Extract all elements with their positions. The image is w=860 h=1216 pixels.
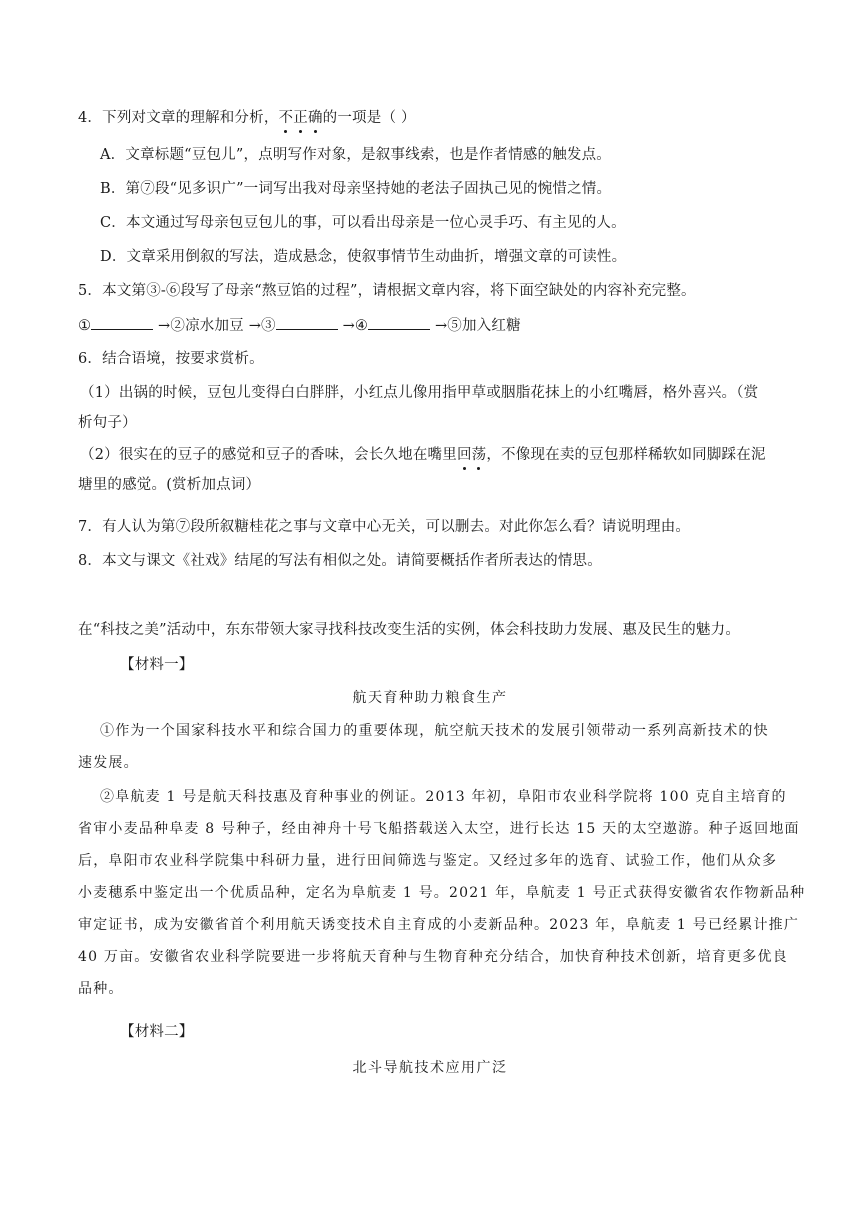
option-c: C．本文通过写母亲包豆包儿的事，可以看出母亲是一位心灵手巧、有主见的人。 <box>100 215 626 231</box>
question-6-part-2-line-2: 塘里的感觉。(赏析加点词） <box>78 477 261 493</box>
step-3-blank <box>276 315 338 330</box>
material-1-title: 航天育种助力粮食生产 <box>352 690 508 706</box>
question-6-part-1-line-2: 析句子） <box>78 415 137 431</box>
material-2-title: 北斗导航技术应用广泛 <box>352 1060 508 1076</box>
step-1-blank <box>91 315 153 330</box>
question-7: 7．有人认为第⑦段所叙糖桂花之事与文章中心无关，可以删去。对此你怎么看？请说明理由。 <box>78 519 691 535</box>
question-4-emphasis <box>279 110 323 126</box>
question-5: 5．本文第③-⑥段写了母亲“熬豆馅的过程”，请根据文章内容，将下面空缺处的内容补充完整。 <box>78 283 696 299</box>
step-5-label: →⑤加入红糖 <box>434 318 521 334</box>
material-1-para-2-line-7: 品种。 <box>78 981 124 997</box>
question-6-part-2-prefix: （2）很实在的豆子的感觉和豆子的香味，会长久地在嘴里 <box>80 447 457 463</box>
material-2-label: 【材料二】 <box>120 1024 194 1040</box>
material-1-para-2-line-5: 审定证书，成为安徽省首个利用航天诱变技术自主育成的小麦新品种。2023 年，阜航麦 1 号已经累计推广 <box>78 917 800 933</box>
question-5-flow <box>78 315 521 336</box>
option-a: A．文章标题“豆包儿”，点明写作对象，是叙事线索，也是作者情感的触发点。 <box>100 147 611 163</box>
material-1-para-2-line-2: 省审小麦品种阜麦 8 号种子，经由神舟十号飞船搭载送入太空，进行长达 15 天的太空遨游。种子返回地面 <box>78 821 800 837</box>
question-6-part-1-line-1: （1）出锅的时候，豆包儿变得白白胖胖，小红点儿像用指甲草或胭脂花抹上的小红嘴唇，格外喜兴。（赏 <box>80 385 759 401</box>
activity-intro: 在“科技之美”活动中，东东带领大家寻找科技改变生活的实例，体会科技助力发展、惠及民生的魅力。 <box>78 622 741 638</box>
emphasis-char: 不 <box>278 110 294 126</box>
emphasis-char: 荡 <box>471 447 487 463</box>
step-1-label: ① <box>78 318 92 334</box>
material-1-label: 【材料一】 <box>120 657 194 673</box>
question-4-prefix: 4．下列对文章的理解和分析， <box>78 110 279 126</box>
question-6-part-2-suffix: ，不像现在卖的豆包那样稀软如同脚踩在泥 <box>486 447 766 463</box>
emphasis-char: 确 <box>307 110 323 126</box>
material-1-para-1-line-1: ①作为一个国家科技水平和综合国力的重要体现，航空航天技术的发展引领带动一系列高新技术的快 <box>100 723 769 739</box>
question-6-part-2-line-1 <box>80 445 766 465</box>
material-1-para-1-line-2: 速发展。 <box>78 755 139 771</box>
step-2-label: →②凉水加豆 <box>158 318 244 334</box>
question-8: 8．本文与课文《社戏》结尾的写法有相似之处。请简要概括作者所表达的情思。 <box>78 553 602 569</box>
step-4-label: →④ <box>342 318 369 334</box>
emphasis-char: 正 <box>293 110 308 126</box>
material-1-para-2-line-6: 40 万亩。安徽省农业科学院要进一步将航天育种与生物育种充分结合，加快育种技术创新，培育更多优良 <box>78 949 788 965</box>
material-1-para-2-line-4: 小麦穗系中鉴定出一个优质品种，定名为阜航麦 1 号。2021 年，阜航麦 1 号正式获得安徽省农作物新品种 <box>78 885 806 901</box>
emphasis-char: 回 <box>456 447 472 463</box>
question-4-suffix: 的一项是（ ） <box>322 110 416 126</box>
step-4-blank <box>368 315 430 330</box>
option-d: D．文章采用倒叙的写法，造成悬念，使叙事情节生动曲折，增强文章的可读性。 <box>100 249 627 265</box>
question-6: 6．结合语境，按要求赏析。 <box>78 351 264 367</box>
option-b: B．第⑦段“见多识广”一词写出我对母亲坚持她的老法子固执己见的惋惜之情。 <box>100 181 612 197</box>
material-1-para-2-line-3: 后，阜阳市农业科学院集中科研力量，进行田间筛选与鉴定。又经过多年的选育、试验工作，他们从众多 <box>78 853 778 869</box>
step-3-label: →③ <box>248 318 276 334</box>
question-6-part-2-emphasis <box>457 447 486 463</box>
material-1-para-2-line-1: ②阜航麦 1 号是航天科技惠及育种事业的例证。2013 年初，阜阳市农业科学院将 100 克自主培育的 <box>100 789 787 805</box>
question-4 <box>78 108 416 128</box>
